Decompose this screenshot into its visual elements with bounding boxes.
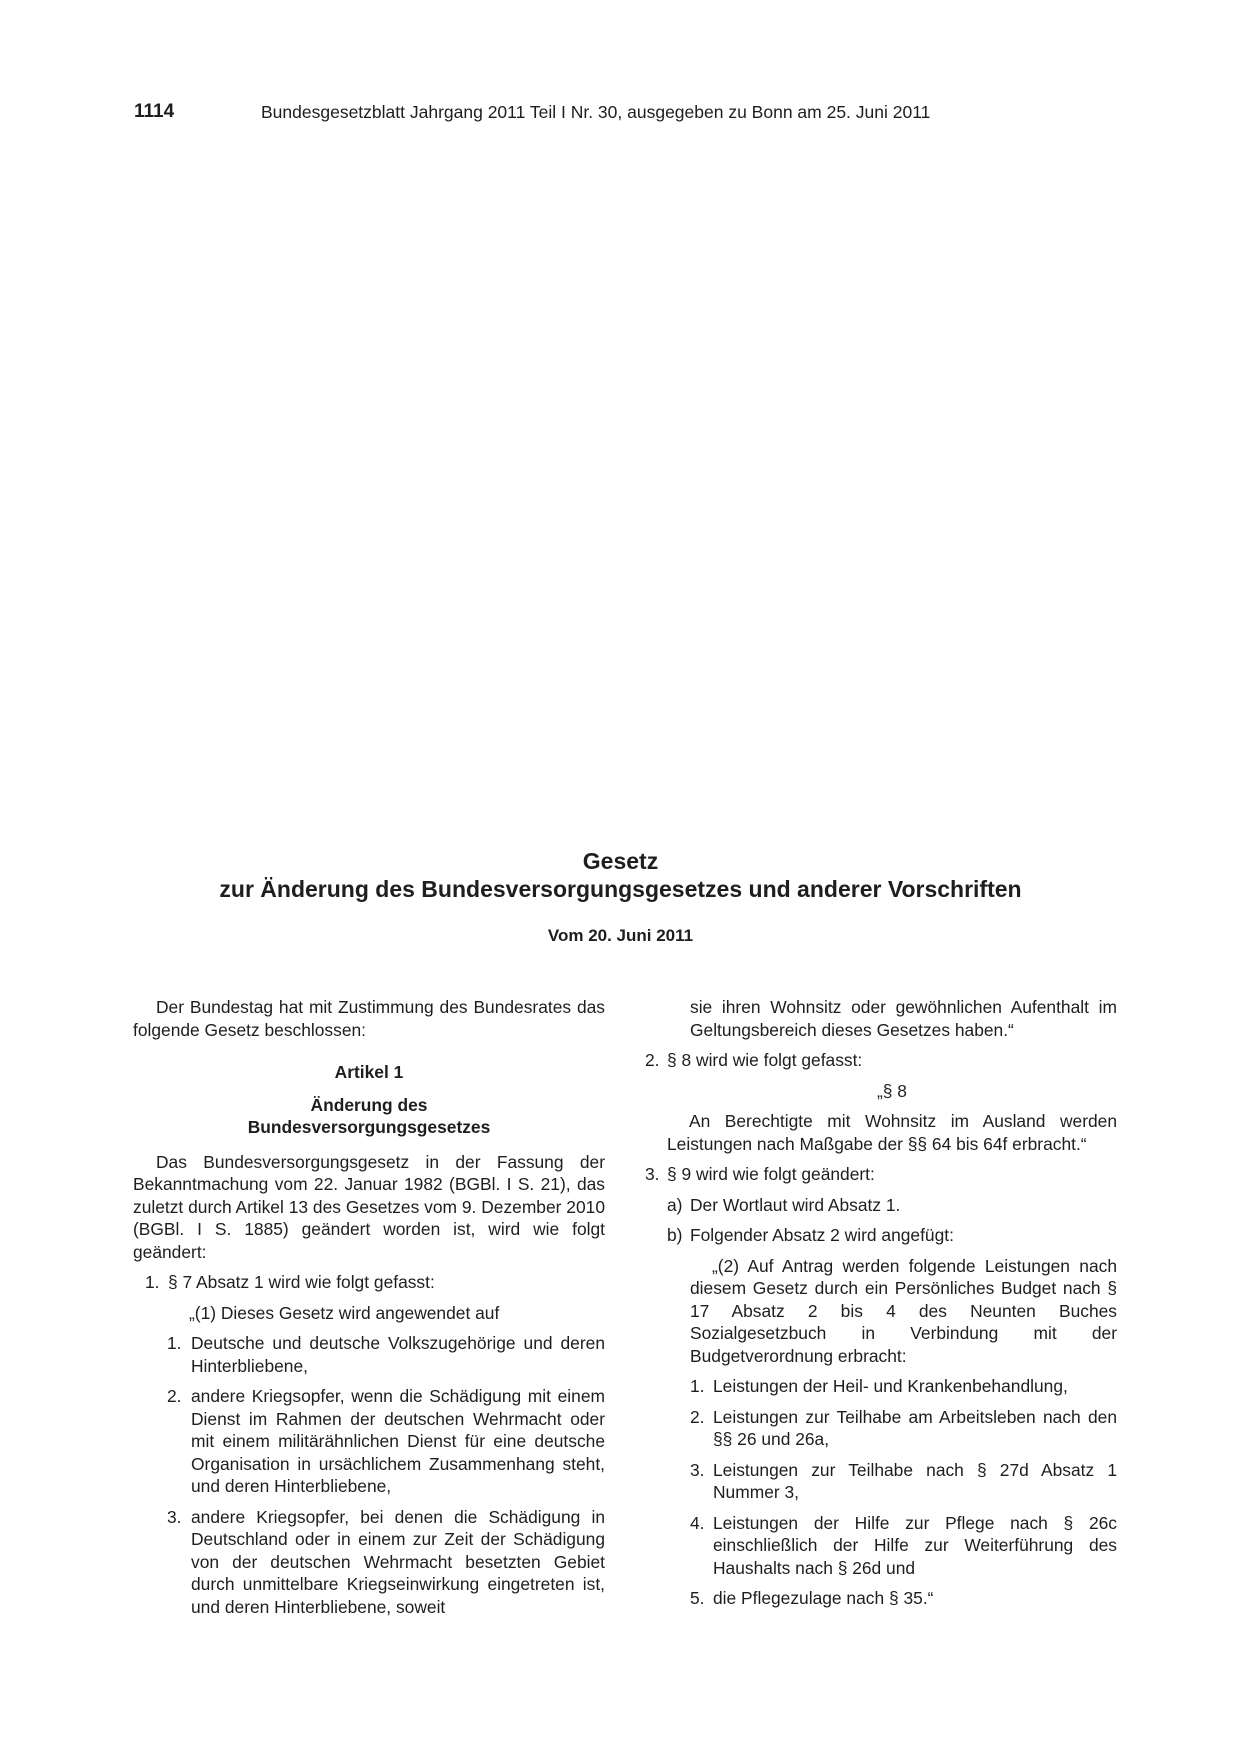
- page-number: 1114: [134, 101, 175, 122]
- item-number: 2.: [645, 1050, 660, 1070]
- item-text: andere Kriegsopfer, wenn die Schädigung mit einem Dienst im Rahmen der deutschen Wehrmacht oder mit einem militärähnlichen Dienst für eine deutsche Organisation in ursächlichem Zusammenhang steht, und deren Hinterbliebene,: [191, 1386, 605, 1496]
- item-text: Der Wortlaut wird Absatz 1.: [690, 1194, 901, 1215]
- preamble: Der Bundestag hat mit Zustimmung des Bundesrates das folgende Gesetz beschlossen:: [133, 997, 605, 1040]
- item-number: 2.: [690, 1406, 705, 1427]
- paragraph-8-heading: „§ 8: [877, 1080, 907, 1101]
- item-text: § 9 wird wie folgt geändert:: [667, 1164, 875, 1184]
- item-text: andere Kriegsopfer, bei denen die Schädigung in Deutschland oder in einem zur Zeit der Schädigung von der deutschen Wehrmacht besetzten Gebiet durch unmittelbare Kriegseinwirkung eingetreten ist, und deren Hinterbliebene, soweit: [191, 1506, 605, 1617]
- budget-paragraph: „(2) Auf Antrag werden folgende Leistungen nach diesem Gesetz durch ein Persönliches Budget nach § 17 Absatz 2 bis 4 des Neunten Buches Sozialgesetzbuch in Verbindung mit der Budgetverordnung erbracht:: [690, 1255, 1117, 1366]
- article-intro: Das Bundesversorgungsgesetz in der Fassung der Bekanntmachung vom 22. Januar 1982 (BGBl. I S. 21), das zuletzt durch Artikel 13 des Gesetzes vom 9. Dezember 2010 (BGBl. I S. 1885) geändert worden ist, wird wie folgt geändert:: [133, 1151, 605, 1262]
- item-text: § 8 wird wie folgt gefasst:: [667, 1050, 863, 1070]
- item-number: 1.: [145, 1272, 160, 1292]
- paragraph-8-text: An Berechtigte mit Wohnsitz im Ausland werden Leistungen nach Maßgabe der §§ 64 bis 64f erbracht.“: [667, 1111, 1117, 1154]
- list-item: [167, 1506, 605, 1619]
- article-title-line1: Änderung des: [310, 1094, 428, 1115]
- item-number: 3.: [645, 1164, 660, 1184]
- item-text: Leistungen der Heil- und Krankenbehandlung,: [713, 1376, 1068, 1396]
- item-text: Deutsche und deutsche Volkszugehörige und deren Hinterbliebene,: [191, 1333, 605, 1376]
- list-item: [690, 1587, 1117, 1610]
- item-number: 4.: [690, 1512, 705, 1533]
- list-item: [645, 1163, 1117, 1186]
- list-item: [690, 1459, 1117, 1504]
- list-item: [690, 1375, 1117, 1398]
- law-date: Vom 20. Juni 2011: [547, 926, 694, 945]
- continuation-text: sie ihren Wohnsitz oder gewöhnlichen Aufenthalt im Geltungsbereich dieses Gesetzes haben.“: [690, 997, 1117, 1040]
- list-item: [167, 1332, 605, 1377]
- item-text: Leistungen der Hilfe zur Pflege nach § 26c einschließlich der Hilfe zur Weiterführung des Haushalts nach § 26d und: [713, 1512, 1117, 1578]
- list-item: [690, 1512, 1117, 1580]
- right-column: [645, 996, 1117, 1610]
- list-item: [645, 1049, 1117, 1072]
- item-text: die Pflegezulage nach § 35.“: [713, 1588, 934, 1608]
- article-title-line2: Bundesversorgungsgesetzes: [247, 1117, 491, 1137]
- item-letter: a): [667, 1194, 683, 1215]
- list-item: [145, 1271, 605, 1294]
- law-title-line2: zur Änderung des Bundesversorgungsgesetzes und anderer Vorschriften: [219, 876, 1022, 902]
- item-number: 3.: [690, 1459, 705, 1480]
- item-text: § 7 Absatz 1 wird wie folgt gefasst:: [168, 1272, 435, 1292]
- list-item: [690, 1406, 1117, 1451]
- list-item: [167, 1385, 605, 1498]
- law-title-line1: Gesetz: [582, 848, 659, 874]
- list-item: [667, 1224, 1117, 1247]
- article-heading: Artikel 1: [334, 1062, 404, 1082]
- quote-intro: „(1) Dieses Gesetz wird angewendet auf: [189, 1302, 500, 1323]
- item-text: Folgender Absatz 2 wird angefügt:: [690, 1225, 954, 1245]
- running-title: Bundesgesetzblatt Jahrgang 2011 Teil I Nr. 30, ausgegeben zu Bonn am 25. Juni 2011: [261, 102, 931, 122]
- item-number: 1.: [167, 1333, 182, 1353]
- item-text: Leistungen zur Teilhabe nach § 27d Absatz 1 Nummer 3,: [713, 1459, 1117, 1502]
- item-number: 3.: [167, 1506, 182, 1527]
- left-column: [133, 996, 605, 1618]
- item-number: 5.: [690, 1588, 705, 1608]
- item-text: Leistungen zur Teilhabe am Arbeitsleben nach den §§ 26 und 26a,: [713, 1406, 1117, 1449]
- item-number: 1.: [690, 1376, 705, 1396]
- item-letter: b): [667, 1225, 683, 1245]
- list-item: [667, 1194, 1117, 1217]
- item-number: 2.: [167, 1386, 182, 1406]
